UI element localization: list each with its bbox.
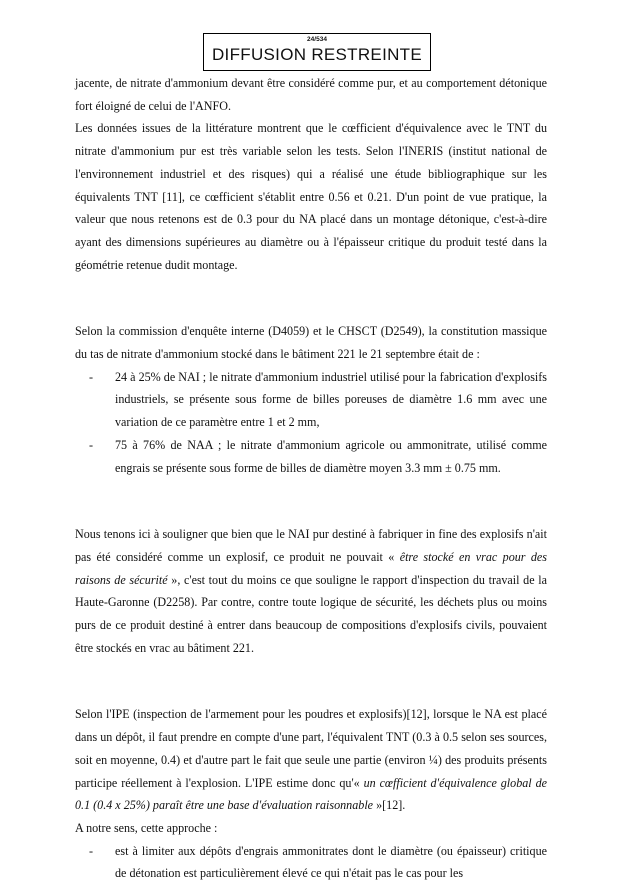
paragraph-6: A notre sens, cette approche : (75, 820, 218, 835)
list-item: - est à limiter aux dépôts d'engrais ammonitrates dont le diamètre (ou épaisseur) critique de détonation est particulièrement élevé ce qui n'était pas le cas pour les (75, 840, 547, 885)
document-body (75, 72, 547, 885)
classification-label: DIFFUSION RESTREINTE (211, 45, 422, 64)
paragraph-1: jacente, de nitrate d'ammonium devant être considéré comme pur, et au comportement détonique fort éloigné de celui de l'ANFO. (75, 76, 547, 113)
approach-list (75, 840, 547, 885)
paragraph-5: Selon l'IPE (inspection de l'armement pour les poudres et explosifs)[12], lorsque le NA est placé dans un dépôt, il faut prendre en compte d'une part, l'équivalent TNT (0.3 à 0.5 selon ses sources, soit en moyenne, 0.4) et d'autre part le fait que seule une partie (environ ¼) des produits présents participe réellement à l'explosion. L'IPE estime donc qu'« un cœfficient d'équivalence global de 0.1 (0.4 x 25%) paraît être une base d'évaluation raisonnable »[12]. (75, 707, 547, 813)
paragraph-3: Selon la commission d'enquête interne (D4059) et le CHSCT (D2549), la constitution massique du tas de nitrate d'ammonium stocké dans le bâtiment 221 le 21 septembre était de : (75, 324, 547, 362)
composition-list (75, 366, 547, 480)
classification-stamp (203, 33, 431, 71)
list-item: - 24 à 25% de NAI ; le nitrate d'ammonium industriel utilisé pour la fabrication d'explosifs industriels, se présente sous forme de billes poreuses de diamètre 1.6 mm avec une variation de ce paramètre entre 1 et 2 mm, (75, 366, 547, 434)
page-number: 24/534 (307, 36, 327, 43)
paragraph-4: Nous tenons ici à souligner que bien que le NAI pur destiné à fabriquer in fine des explosifs n'ait pas été considéré comme un explosif, ce produit ne pouvait « être stocké en vrac pour des raisons de sécurité », c'est tout du moins ce que souligne le rapport d'inspection du travail de la Haute-Garonne (D2258). Par contre, contre toute logique de sécurité, les déchets plus ou moins purs de ce produit destiné à entrer dans beaucoup de compositions d'explosifs civils, pouvaient être stockés en vrac au bâtiment 221. (75, 527, 547, 655)
quote-text: être stocké en vrac pour des raisons de sécurité (75, 549, 547, 587)
list-item: - 75 à 76% de NAA ; le nitrate d'ammonium agricole ou ammonitrate, utilisé comme engrais se présente sous forme de billes de diamètre moyen 3.3 mm ± 0.75 mm. (75, 434, 547, 479)
paragraph-2: Les données issues de la littérature montrent que le cœfficient d'équivalence avec le TNT du nitrate d'ammonium pur est très variable selon les tests. Selon l'INERIS (institut national de l'environnement industriel et des risques) qui a réalisé une étude bibliographique sur les équivalents TNT [11], ce cœfficient s'établit entre 0.56 et 0.21. D'un point de vue pratique, la valeur que nous retenons est de 0.3 pour du NA placé dans un montage détonique, c'est-à-dire ayant des dimensions supérieures au diamètre ou à l'épaisseur critique du produit testé dans la géométrie retenue dudit montage. (75, 121, 547, 272)
scan-artifacts (0, 866, 620, 877)
quote-text: un cœfficient d'équivalence global de 0.1 (0.4 x 25%) paraît être une base d'évaluation raisonnable (75, 775, 547, 813)
